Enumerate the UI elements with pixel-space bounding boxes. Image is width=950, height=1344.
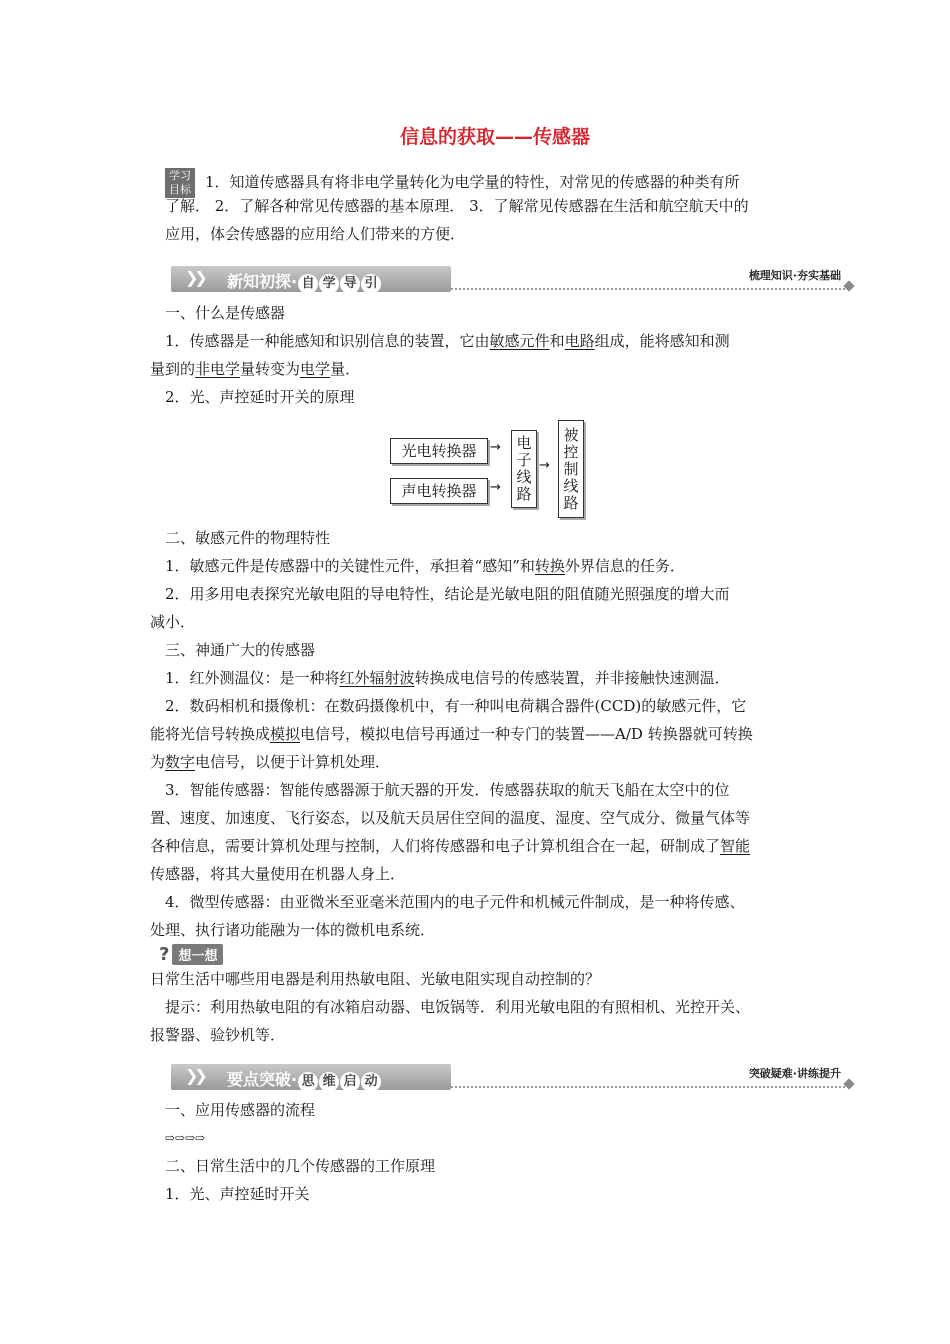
controlled-circuit-box: 被控制线路 bbox=[558, 420, 584, 518]
think-section: ? 想一想 日常生活中哪些用电器是利用热敏电阻、光敏电阻实现自动控制的？ 提示：利用热敏电阻的有冰箱启动器、电饭锅等．利用光敏电阻的有照相机、光控开关、 报警器、验钞机等． bbox=[150, 944, 751, 1044]
section-heading: 二、日常生活中的几个传感器的工作原理 bbox=[165, 1157, 436, 1175]
objectives-badge: 学习 目标 bbox=[165, 168, 195, 198]
section-application-flow: 一、应用传感器的流程 ⇨⇨⇨⇨ 二、日常生活中的几个传感器的工作原理 1．光、声控延时开关 bbox=[165, 1096, 825, 1208]
section-heading: 二、敏感元件的物理特性 bbox=[165, 529, 331, 547]
section-heading: 三、神通广大的传感器 bbox=[165, 641, 316, 659]
arrow-icon: → bbox=[490, 480, 501, 495]
electronic-circuit-box: 电子线路 bbox=[511, 430, 537, 508]
section-powerful-sensors: 三、神通广大的传感器 1．红外测温仪：是一种将红外辐射波转换成电信号的传感装置，并非接触快速测温． 2．数码相机和摄像机：在数码摄像机中，有一种叫电荷耦合器件(CCD)的敏感元件，它 能将光信号转换成模拟电信号，模拟电信号再通过一种专门的装置——A/D 转换器就可转换 为数字电信号，以便于计算机处理． 3．智能传感器：智能传感器源于航天器的开发．传感器获取的航天飞船在太空中的位 置、速度、加速度、飞行姿态，以及航天员居住空间的温度、湿度、空气成分、微量气体等 各种信息，需要计算机处理与控制，人们将传感器和电子计算机组合在一起，研制成了智能 传感器，将其大量使用在机器人身上． 4．微型传感器：由亚微米至亚毫米范围内的电子元件和机械元件制成，是一种将传感、 处理、执行诸功能融为一体的微机电系统． bbox=[165, 636, 825, 944]
diamond-icon bbox=[843, 1078, 854, 1089]
banner-subtitle: 突破疑难·讲练提升 bbox=[748, 1067, 841, 1080]
section-banner-new-knowledge: ❯❯ 新知初探· 自 学 导 引 梳理知识·夯实基础 bbox=[165, 266, 855, 294]
section-heading: 一、什么是传感器 bbox=[165, 304, 286, 322]
section-what-is-sensor: 一、什么是传感器 1．传感器是一种能感知和识别信息的装置，它由敏感元件和电路组成，能将感知和测 量到的非电学量转变为电学量． 2．光、声控延时开关的原理 bbox=[165, 299, 825, 411]
page-title: 信息的获取——传感器 bbox=[399, 126, 590, 148]
think-label: ? 想一想 bbox=[159, 944, 223, 965]
banner-subtitle: 梳理知识·夯实基础 bbox=[748, 269, 841, 282]
switch-principle-diagram bbox=[165, 420, 825, 520]
flow-arrows: ⇨⇨⇨⇨ bbox=[165, 1131, 206, 1145]
learning-objectives: 学习 目标 1．知道传感器具有将非电学量转化为电学量的特性，对常见的传感器的种类有所 了解． 2．了解各种常见传感器的基本原理． 3．了解常见传感器在生活和航空航天中的 应用，体会传感器的应用给人们带来的方便． bbox=[165, 169, 749, 243]
acoustic-converter-box: 声电转换器 bbox=[390, 478, 488, 504]
section-heading: 一、应用传感器的流程 bbox=[165, 1101, 316, 1119]
arrow-icon: → bbox=[539, 458, 550, 473]
question-icon: ? bbox=[159, 944, 170, 965]
diamond-icon bbox=[843, 280, 854, 291]
chevron-icon: ❯❯ bbox=[185, 268, 204, 287]
photoelectric-converter-box: 光电转换器 bbox=[390, 438, 488, 464]
section-banner-key-points: ❯❯ 要点突破· 思 维 启 动 突破疑难·讲练提升 bbox=[165, 1064, 855, 1092]
chevron-icon: ❯❯ bbox=[185, 1066, 204, 1085]
arrow-icon: → bbox=[490, 440, 501, 455]
section-sensitive-element: 二、敏感元件的物理特性 1．敏感元件是传感器中的关键性元件，承担着“感知”和转换外界信息的任务． 2．用多用电表探究光敏电阻的导电特性，结论是光敏电阻的阻值随光照强度的增大而 减小． bbox=[165, 524, 825, 636]
